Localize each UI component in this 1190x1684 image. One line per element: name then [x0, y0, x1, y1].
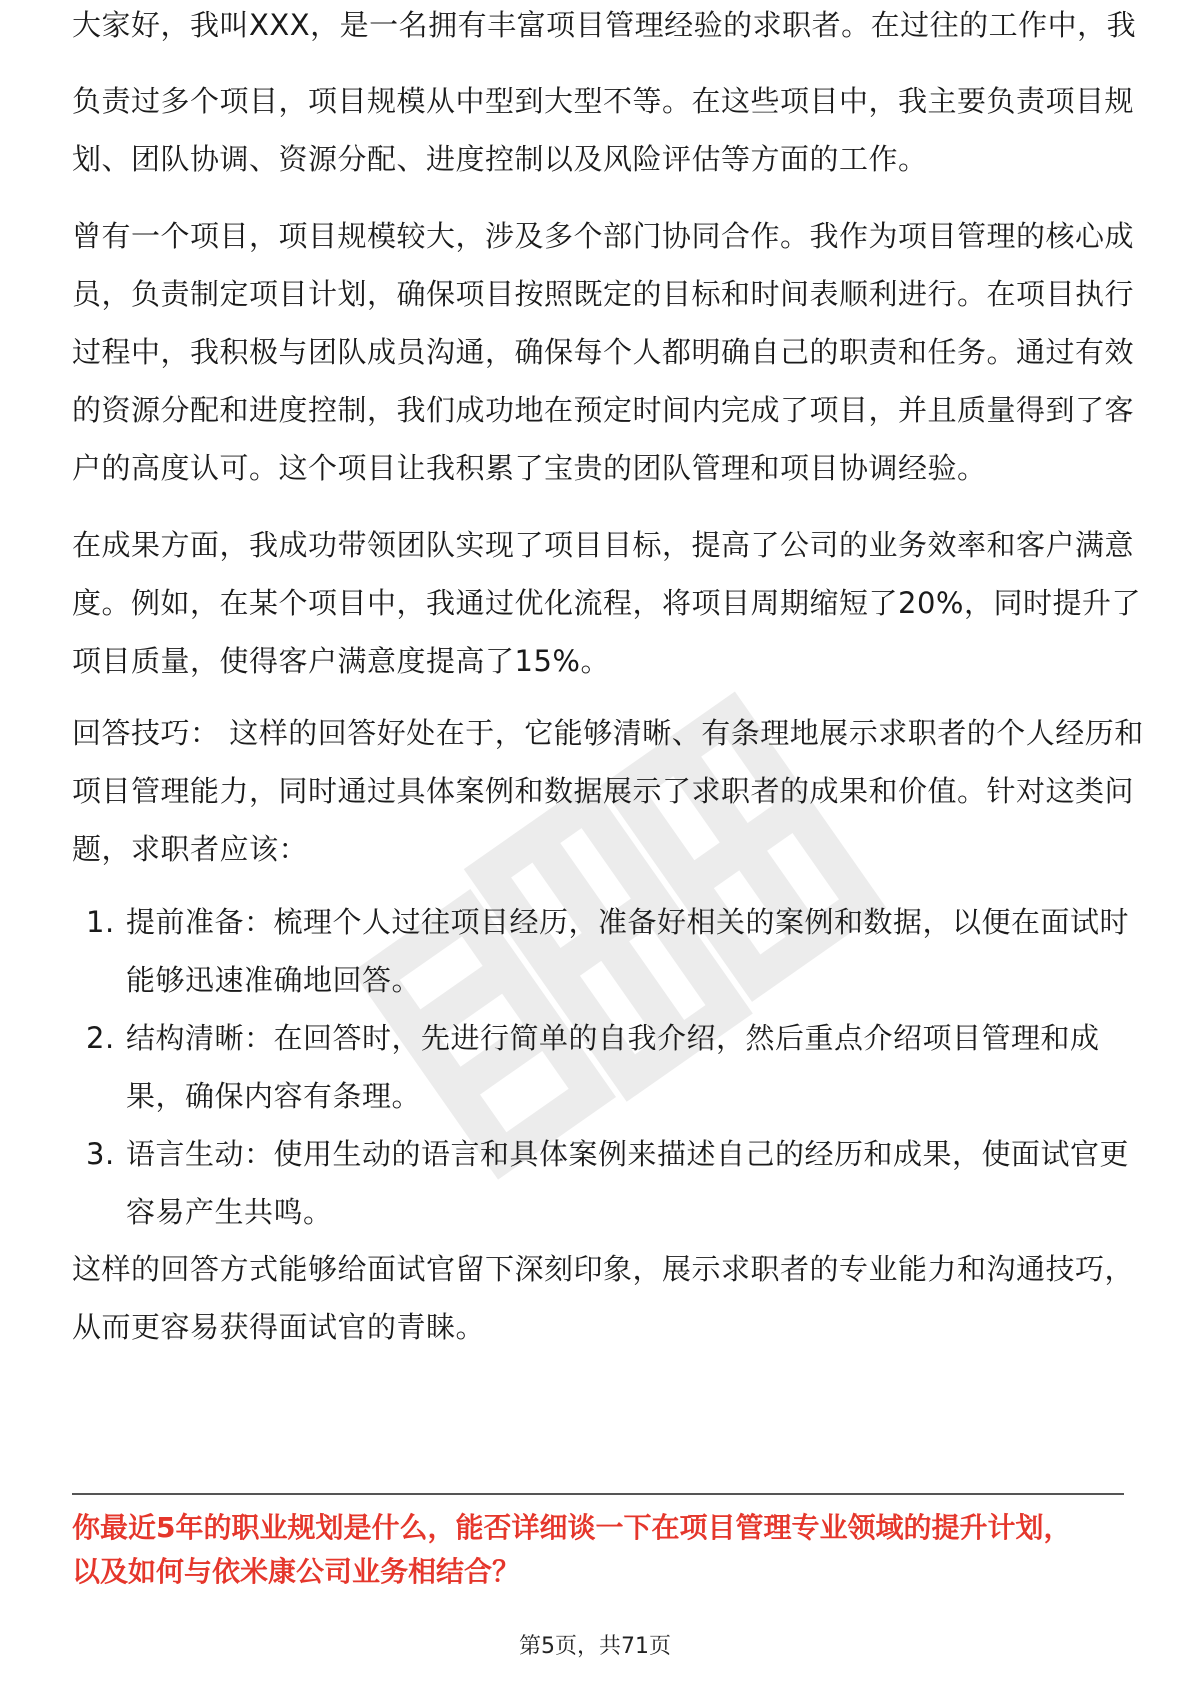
question-line: 你最近5年的职业规划是什么，能否详细谈一下在项目管理专业领域的提升计划，	[72, 1511, 1072, 1544]
list-item	[72, 893, 1130, 1009]
cropped-top-line	[72, 8, 1137, 56]
paragraph-line: 负责过多个项目，项目规模从中型到大型不等。在这些项目中，我主要负责项目规	[72, 84, 1135, 118]
list-item-line: 提前准备：梳理个人过往项目经历，准备好相关的案例和数据，以便在面试时	[126, 905, 1130, 939]
paragraph-line: 项目管理能力，同时通过具体案例和数据展示了求职者的成果和价值。针对这类问	[72, 774, 1135, 808]
section-divider	[72, 1493, 1124, 1495]
list-item	[72, 1125, 1130, 1241]
paragraph-line: 划、团队协调、资源分配、进度控制以及风险评估等方面的工作。	[72, 142, 928, 176]
cropped-top-line-text: 大家好，我叫XXX，是一名拥有丰富项目管理经验的求职者。在过往的工作中，我	[72, 8, 1137, 42]
paragraph-line: 度。例如，在某个项目中，我通过优化流程，将项目周期缩短了20%，同时提升了	[72, 586, 1141, 620]
paragraph-line: 题，求职者应该：	[72, 832, 309, 866]
paragraph-line: 项目质量，使得客户满意度提高了15%。	[72, 644, 610, 678]
list-item-line: 能够迅速准确地回答。	[126, 963, 422, 997]
project-experience-paragraph	[72, 207, 1135, 497]
achievements-paragraph	[72, 516, 1141, 690]
paragraph-line: 过程中，我积极与团队成员沟通，确保每个人都明确自己的职责和任务。通过有效	[72, 335, 1135, 369]
answer-tips-paragraph	[72, 704, 1144, 878]
list-item-line: 语言生动：使用生动的语言和具体案例来描述自己的经历和成果，使面试官更	[126, 1137, 1130, 1171]
list-item-number: 1.	[86, 905, 115, 939]
closing-paragraph	[72, 1240, 1135, 1356]
paragraph-line: 回答技巧： 这样的回答好处在于，它能够清晰、有条理地展示求职者的个人经历和	[72, 716, 1144, 750]
paragraph-line: 的资源分配和进度控制，我们成功地在预定时间内完成了项目，并且质量得到了客	[72, 393, 1135, 427]
paragraph-line: 这样的回答方式能够给面试官留下深刻印象，展示求职者的专业能力和沟通技巧，	[72, 1252, 1135, 1286]
page-number-footer: 第5页，共71页	[519, 1634, 671, 1659]
list-item-number: 2.	[86, 1021, 115, 1055]
list-item-line: 结构清晰：在回答时，先进行简单的自我介绍，然后重点介绍项目管理和成	[126, 1021, 1100, 1055]
paragraph-line: 员，负责制定项目计划，确保项目按照既定的目标和时间表顺利进行。在项目执行	[72, 277, 1135, 311]
question-line: 以及如何与依米康公司业务相结合？	[72, 1555, 521, 1588]
intro-paragraph	[72, 72, 1135, 188]
tips-list	[72, 893, 1130, 1241]
next-question-heading	[72, 1506, 1122, 1594]
list-item-line: 容易产生共鸣。	[126, 1195, 333, 1229]
list-item	[72, 1009, 1122, 1125]
paragraph-line: 在成果方面，我成功带领团队实现了项目目标，提高了公司的业务效率和客户满意	[72, 528, 1135, 562]
paragraph-line: 户的高度认可。这个项目让我积累了宝贵的团队管理和项目协调经验。	[72, 451, 987, 485]
list-item-number: 3.	[86, 1137, 115, 1171]
list-item-line: 果，确保内容有条理。	[126, 1079, 422, 1113]
paragraph-line: 曾有一个项目，项目规模较大，涉及多个部门协同合作。我作为项目管理的核心成	[72, 219, 1135, 253]
paragraph-line: 从而更容易获得面试官的青睐。	[72, 1310, 486, 1344]
